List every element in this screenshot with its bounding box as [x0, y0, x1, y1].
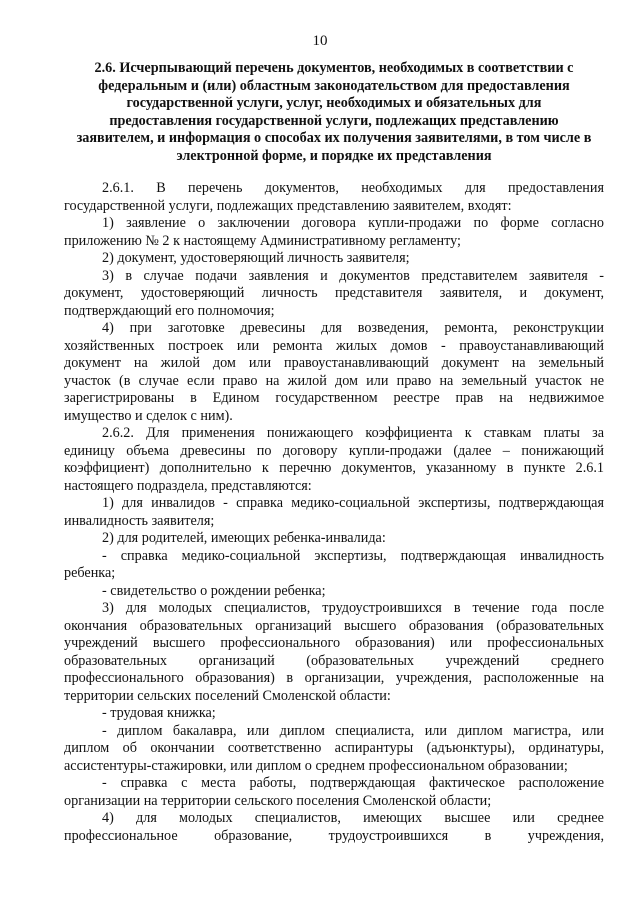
heading-line: 2.6. Исчерпывающий перечень документов, необходимых в соответствии с: [94, 60, 574, 76]
body-line: имущество и сделок с ним).: [64, 407, 233, 424]
body-line: государственной услуги, подлежащих представлению заявителем, входят:: [64, 197, 512, 214]
body-line: 4) при заготовке древесины для возведения, ремонта, реконструкции: [102, 320, 604, 336]
body-line: настоящего подраздела, представляются:: [64, 477, 312, 494]
body-line: 1) для инвалидов - справка медико-социальной экспертизы, подтверждающая: [102, 495, 604, 511]
body-line: хозяйственных построек или ремонта жилых домов - правоустанавливающий: [64, 337, 604, 354]
section-body: [64, 180, 604, 845]
body-line: коэффициент) дополнительно к перечню документов, указанному в пункте 2.6.1: [64, 460, 604, 476]
body-line: 3) для молодых специалистов, трудоустроившихся в течение года после: [102, 600, 604, 616]
body-line: 3) в случае подачи заявления и документов представителем заявителя -: [102, 267, 604, 284]
section-heading: [64, 60, 604, 165]
body-line: учреждений высшего профессионального образования) или профессиональных: [64, 635, 604, 651]
body-line: 2) документ, удостоверяющий личность заявителя;: [102, 250, 410, 266]
page-number: 10: [312, 33, 328, 49]
body-line: зарегистрированы в Едином государственном реестре прав на недвижимое: [64, 390, 604, 406]
body-line: единицу объема древесины по договору купли-продажи (далее – понижающий: [64, 442, 604, 459]
body-line: профессионального образования) в организации, учреждения, расположенные на: [64, 670, 604, 686]
body-line: - справка с места работы, подтверждающая фактическое расположение: [102, 775, 604, 791]
body-line: 2) для родителей, имеющих ребенка-инвалида:: [102, 530, 386, 546]
body-line: 1) заявление о заключении договора купли-продажи по форме согласно: [102, 215, 604, 231]
body-line: образовательных организаций (образовательных учреждений среднего: [64, 652, 604, 669]
body-line: документ на жилой дом или правоустанавливающий документ на земельный: [64, 355, 604, 371]
heading-line: заявителем, и информация о способах их получения заявителями, в том числе в: [76, 130, 592, 146]
heading-line: государственной услуги, услуг, необходимых и обязательных для: [126, 95, 542, 111]
body-line: - справка медико-социальной экспертизы, подтверждающая инвалидность: [102, 547, 604, 564]
body-line: подтверждающий его полномочия;: [64, 302, 275, 319]
heading-line: предоставления государственной услуги, подлежащих представлению: [109, 112, 559, 129]
body-line: участок (в случае если право на жилой дом или право на земельный участок не: [64, 372, 604, 389]
heading-line: электронной форме, и порядке их представления: [176, 147, 492, 164]
body-line: ребенка;: [64, 565, 116, 581]
body-line: территории сельских поселений Смоленской области:: [64, 687, 391, 704]
heading-line: федеральным и (или) областным законодательством для предоставления: [98, 77, 570, 94]
body-line: документ, удостоверяющий личность представителя заявителя, и документ,: [64, 285, 604, 301]
body-line: - свидетельство о рождении ребенка;: [102, 582, 326, 599]
body-line: 2.6.1. В перечень документов, необходимых для предоставления: [102, 180, 604, 196]
body-line: ассистентуры-стажировки, или диплом о среднем профессиональном образовании;: [64, 757, 568, 774]
body-line: инвалидность заявителя;: [64, 512, 215, 529]
body-line: профессиональное образование, трудоустроившихся в учреждения,: [64, 827, 604, 844]
body-line: 4) для молодых специалистов, имеющих высшее или среднее: [102, 810, 604, 826]
body-line: 2.6.2. Для применения понижающего коэффициента к ставкам платы за: [102, 425, 604, 441]
body-line: диплом об окончании соответственно аспирантуры (адъюнктуры), ординатуры,: [64, 740, 604, 756]
body-line: окончания образовательных организаций высшего образования (образовательных: [64, 617, 604, 634]
body-line: - трудовая книжка;: [102, 705, 216, 721]
body-line: приложению № 2 к настоящему Административному регламенту;: [64, 232, 461, 249]
body-line: организации на территории сельского поселения Смоленской области;: [64, 792, 492, 809]
body-line: - диплом бакалавра, или диплом специалиста, или диплом магистра, или: [102, 722, 604, 739]
